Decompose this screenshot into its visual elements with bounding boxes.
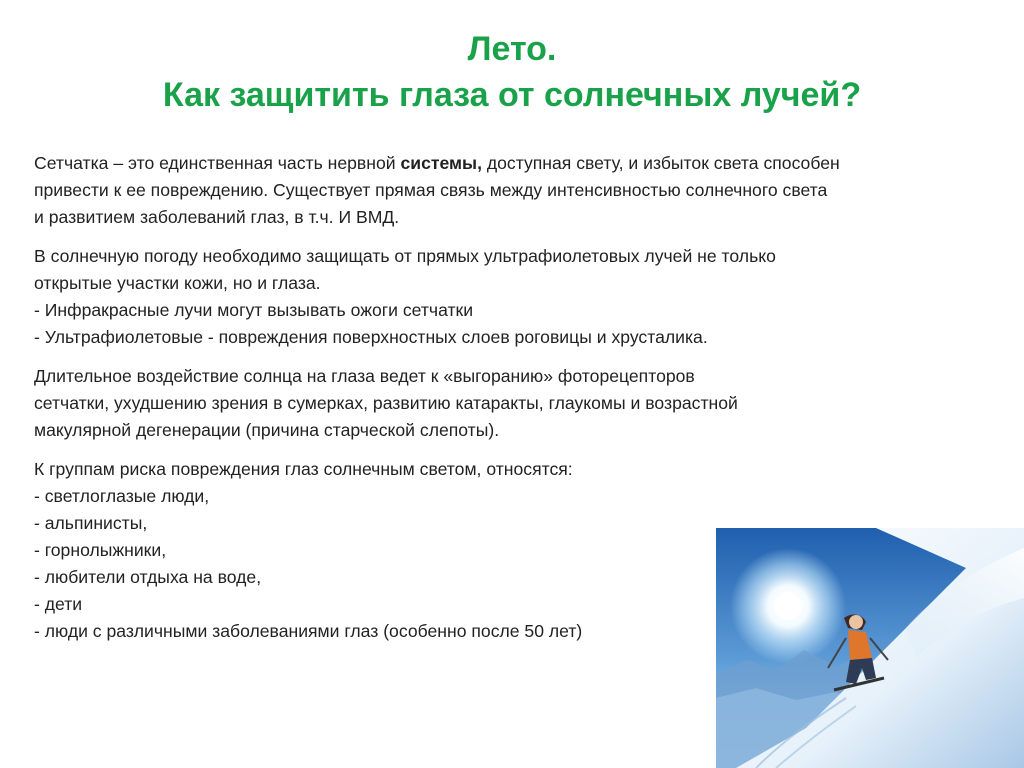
list-item: - горнолыжники, [34,540,167,560]
paragraph-line: привести к ее повреждению. Существует прямая связь между интенсивностью солнечного света [34,180,828,200]
paragraph-retina [34,150,984,231]
list-item: - люди с различными заболеваниями глаз (особенно после 50 лет) [34,621,583,641]
paragraph-line: В солнечную погоду необходимо защищать от прямых ультрафиолетовых лучей не только [34,246,776,266]
paragraph-line: открытые участки кожи, но и глаза. [34,273,321,293]
list-item: - альпинисты, [34,513,148,533]
list-item: - любители отдыха на воде, [34,567,262,587]
paragraph-line: К группам риска повреждения глаз солнечным светом, относятся: [34,459,573,479]
paragraph-line: и развитием заболеваний глаз, в т.ч. И ВМД. [34,207,400,227]
list-item: - Ультрафиолетовые - повреждения поверхностных слоев роговицы и хрусталика. [34,327,708,347]
title-line-1: Лето. [467,30,557,68]
paragraph-line [34,150,984,177]
paragraph-protection [34,243,984,351]
bold-text: системы, [400,153,482,173]
list-item: - Инфракрасные лучи могут вызывать ожоги сетчатки [34,300,474,320]
paragraph-line: Длительное воздействие солнца на глаза ведет к «выгоранию» фоторецепторов [34,366,695,386]
slide-title [0,26,1024,118]
text-segment: доступная свету, и избыток света способен [481,153,840,173]
text-segment: Сетчатка – это единственная часть нервной [34,153,401,173]
paragraph-long-exposure [34,363,984,444]
skier-photo [716,528,1024,768]
paragraph-line: макулярной дегенерации (причина старческой слепоты). [34,420,500,440]
skier-on-sunny-snowy-mountain-image [716,528,1024,768]
list-item: - светлоглазые люди, [34,486,210,506]
paragraph-line: сетчатки, ухудшению зрения в сумерках, развитию катаракты, глаукомы и возрастной [34,393,738,413]
title-line-2: Как защитить глаза от солнечных лучей? [162,76,862,114]
list-item: - дети [34,594,83,614]
